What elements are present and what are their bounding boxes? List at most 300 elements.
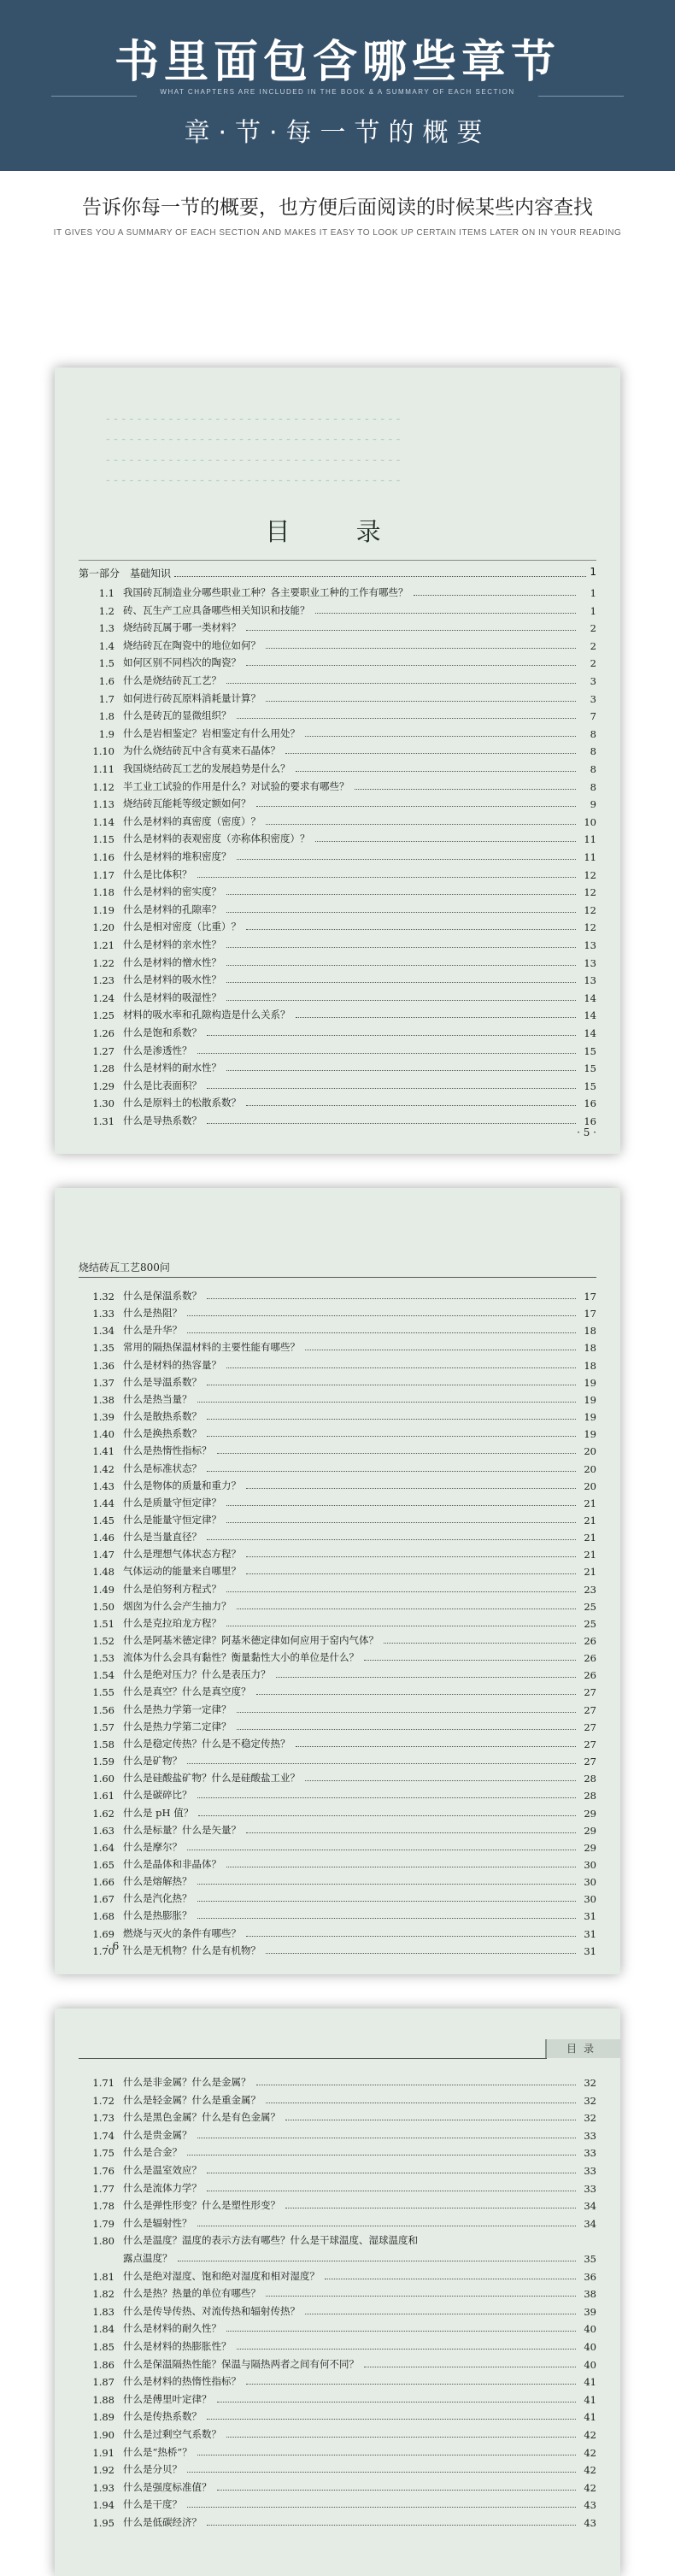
entry-number: 1.64 (92, 1841, 114, 1854)
leader-dots (226, 965, 576, 966)
entry-title: 什么是硅酸盐矿物？什么是硅酸盐工业？ (123, 1772, 300, 1785)
entry-title: 砖、瓦生产工应具备哪些相关知识和技能？ (123, 603, 310, 616)
part-page: 1 (590, 566, 596, 578)
entry-page: 8 (590, 763, 596, 775)
leader-dots (207, 1035, 576, 1036)
entry-page: 20 (584, 1462, 596, 1475)
toc-entry (79, 2128, 596, 2142)
entry-number: 1.76 (92, 2165, 114, 2177)
entry-title: 什么是低碳经济？ (123, 2516, 202, 2528)
toc-page-3-scan (55, 2008, 620, 2576)
toc-entry (79, 1944, 596, 1957)
entry-number: 1.81 (92, 2270, 114, 2283)
entry-number: 1.71 (92, 2077, 114, 2089)
toc-entry (79, 1599, 596, 1613)
entry-page: 2 (590, 639, 596, 652)
leader-dots (305, 736, 576, 737)
entry-number: 1.75 (92, 2147, 114, 2160)
entry-page: 26 (584, 1635, 596, 1647)
entry-number: 1.73 (92, 2112, 114, 2125)
entry-title: 烟囱为什么会产生抽力？ (123, 1599, 232, 1612)
entry-page: 20 (584, 1445, 596, 1458)
running-head: 烧结砖瓦工艺800问 (79, 1262, 170, 1273)
entry-number: 1.92 (92, 2464, 114, 2477)
toc-entry (79, 1026, 596, 1039)
entry-number: 1.82 (92, 2288, 114, 2301)
entry-number: 1.26 (92, 1027, 114, 1039)
leader-dots (315, 841, 577, 842)
entry-number: 1.19 (92, 903, 114, 916)
leader-dots (226, 894, 576, 895)
entry-number: 1.84 (92, 2323, 114, 2336)
toc-entry (79, 638, 596, 652)
leader-dots (207, 2419, 576, 2420)
entry-number: 1.95 (92, 2517, 114, 2529)
leader-dots (414, 595, 577, 596)
entry-title: 什么是分贝？ (123, 2463, 182, 2476)
leader-dots (246, 1573, 576, 1574)
entry-title: 什么是质量守恒定律？ (123, 1496, 221, 1509)
entry-page: 21 (584, 1514, 596, 1526)
entry-number: 1.33 (92, 1308, 114, 1320)
entry-number: 1.46 (92, 1532, 114, 1544)
toc-entry (79, 1079, 596, 1092)
entry-title: 什么是强度标准值？ (123, 2480, 212, 2493)
entry-page: 39 (584, 2305, 596, 2318)
entry-title: 什么是绝对压力？什么是表压力？ (123, 1668, 271, 1681)
toc-entry (79, 1289, 596, 1303)
toc-entry (79, 2110, 596, 2124)
entry-page: 31 (584, 1927, 596, 1940)
show-through-text: - - - - - - - - - - - - - - - - - - - - - - - - - - - - - - - - - - - - - - (106, 432, 401, 446)
entry-page: 25 (584, 1617, 596, 1630)
entry-title: 什么是非金属？什么是金属？ (123, 2076, 251, 2088)
entry-title: 什么是合金？ (123, 2146, 182, 2159)
entry-number: 1.57 (92, 1720, 114, 1733)
entry-title: 什么是材料的堆积密度？ (123, 850, 232, 862)
entry-title: 什么是热力学第一定律？ (123, 1703, 232, 1715)
show-through-text: - - - - - - - - - - - - - - - - - - - - - - - - - - - - - - - - - - - - - - (106, 473, 401, 487)
entry-page: 34 (584, 2200, 596, 2213)
leader-dots (226, 947, 576, 948)
toc-entry (79, 1426, 596, 1440)
entry-page: 19 (584, 1393, 596, 1406)
toc-entry (79, 1650, 596, 1664)
leader-dots (296, 771, 577, 772)
toc-entry (79, 1114, 596, 1127)
toc-entry (79, 1461, 596, 1475)
entry-title: 什么是比表面积？ (123, 1079, 202, 1091)
leader-dots (226, 1070, 576, 1071)
entry-number: 1.49 (92, 1583, 114, 1596)
entry-title: 什么是干度？ (123, 2498, 182, 2511)
toc-entry (79, 2286, 596, 2300)
leader-dots (237, 859, 577, 860)
leader-dots (226, 982, 576, 983)
entry-title: 什么是稳定传热？什么是不稳定传热？ (123, 1737, 291, 1750)
entry-number: 1.22 (92, 956, 114, 969)
entry-page: 18 (584, 1359, 596, 1372)
entry-page: 2 (590, 657, 596, 670)
entry-page: 42 (584, 2464, 596, 2477)
entry-page: 13 (584, 939, 596, 951)
toc-entry (79, 1857, 596, 1871)
entry-page: 43 (584, 2499, 596, 2512)
entry-page: 1 (590, 587, 596, 599)
entry-number: 1.24 (92, 991, 114, 1004)
entry-number: 1.12 (92, 780, 114, 793)
entry-page: 16 (584, 1097, 596, 1110)
banner-divider-right (538, 96, 624, 97)
entry-page: 36 (584, 2270, 596, 2283)
leader-dots (237, 1712, 577, 1713)
entry-page: 40 (584, 2358, 596, 2371)
entry-title: 流体为什么会具有黏性？衡量黏性大小的单位是什么？ (123, 1651, 359, 1664)
toc-entry (79, 2181, 596, 2195)
leader-dots (187, 1763, 576, 1764)
entry-title: 什么是换热系数？ (123, 1427, 202, 1440)
entry-page: 14 (584, 1009, 596, 1022)
entry-title: 什么是原料土的松散系数？ (123, 1097, 241, 1109)
entry-page: 40 (584, 2323, 596, 2336)
leader-dots (266, 648, 576, 649)
entry-title: 什么是能量守恒定律？ (123, 1513, 221, 1526)
entry-page: 33 (584, 2165, 596, 2177)
entry-number: 1.55 (92, 1686, 114, 1699)
toc-entry (79, 2304, 596, 2318)
entry-page: 8 (590, 780, 596, 793)
entry-page: 20 (584, 1479, 596, 1492)
entry-number: 1.21 (92, 939, 114, 951)
entry-title: 什么是 pH 值？ (123, 1806, 194, 1819)
toc-entry (79, 797, 596, 810)
heading-rule (79, 560, 596, 561)
toc-entry (79, 2233, 596, 2247)
toc-entry (79, 2251, 596, 2265)
entry-number: 1.36 (92, 1359, 114, 1372)
toc-entry (79, 1392, 596, 1406)
leader-dots (296, 1017, 577, 1018)
entry-page: 21 (584, 1549, 596, 1561)
entry-number: 1.70 (92, 1944, 114, 1957)
leader-dots (197, 1797, 577, 1798)
entry-title: 什么是绝对湿度、饱和绝对湿度和相对湿度？ (123, 2269, 320, 2282)
show-through-text: - - - - - - - - - - - - - - - - - - - - - - - - - - - - - - - - - - - - - - (106, 453, 401, 467)
toc-entry (79, 938, 596, 951)
entry-title: 什么是砖瓦的显微组织？ (123, 709, 232, 722)
toc-entry (79, 2198, 596, 2212)
entry-number: 1.37 (92, 1376, 114, 1389)
toc-entry (79, 2445, 596, 2459)
toc-entry (79, 1874, 596, 1888)
entry-number: 1.50 (92, 1600, 114, 1613)
leader-dots (187, 1332, 576, 1333)
entry-title: 什么是热膨胀？ (123, 1909, 192, 1922)
toc-entry (79, 2480, 596, 2494)
entry-number: 1.60 (92, 1773, 114, 1785)
toc-entry (79, 620, 596, 634)
entry-number: 1.2 (98, 604, 114, 617)
entry-page: 30 (584, 1858, 596, 1871)
leader-dots (198, 1815, 576, 1816)
entry-number: 1.1 (98, 587, 114, 599)
entry-page: 18 (584, 1342, 596, 1355)
entry-title: 什么是热当量？ (123, 1392, 192, 1405)
entry-page: 26 (584, 1669, 596, 1682)
toc-entry (79, 2462, 596, 2476)
entry-page: 12 (584, 903, 596, 916)
entry-page: 23 (584, 1583, 596, 1596)
entry-title: 露点温度？ (123, 2252, 173, 2264)
toc-entry (79, 903, 596, 916)
toc-entry (79, 779, 596, 793)
entry-title: 什么是温度？温度的表示方法有哪些？什么是干球温度、湿球温度和 (123, 2234, 418, 2247)
leader-dots (217, 1453, 577, 1454)
toc-entry (79, 1323, 596, 1337)
entry-title: 什么是傅里叶定律？ (123, 2392, 212, 2405)
entry-page: 11 (584, 851, 596, 863)
entry-title: 什么是饱和系数？ (123, 1026, 202, 1038)
leader-dots (207, 1471, 576, 1472)
entry-number: 1.88 (92, 2393, 114, 2406)
entry-number: 1.43 (92, 1479, 114, 1492)
leader-dots (226, 2437, 576, 2438)
entry-title: 什么是材料的吸水性？ (123, 973, 221, 986)
toc-entry (79, 1530, 596, 1544)
entry-page: 43 (584, 2517, 596, 2529)
leader-dots (197, 1053, 577, 1054)
entry-number: 1.80 (92, 2235, 114, 2248)
entry-title: 什么是标准状态？ (123, 1461, 202, 1474)
leader-dots (246, 1105, 576, 1106)
entry-number: 1.7 (98, 692, 114, 705)
show-through-text: - - - - - - - - - - - - - - - - - - - - - - - - - - - - - - - - - - - - - - (106, 412, 401, 426)
entry-number: 1.77 (92, 2182, 114, 2195)
entry-title: 什么是标量？什么是矢量？ (123, 1823, 241, 1836)
entry-page: 9 (590, 798, 596, 811)
entry-number: 1.83 (92, 2305, 114, 2318)
leader-dots (246, 665, 576, 666)
entry-page: 28 (584, 1790, 596, 1803)
leader-dots (207, 1436, 576, 1437)
entry-title: 我国砖瓦制造业分哪些职业工种？各主要职业工种的工作有哪些？ (123, 586, 408, 598)
entry-page: 29 (584, 1841, 596, 1854)
entry-number: 1.39 (92, 1411, 114, 1424)
entry-title: 什么是轻金属？什么是重金属？ (123, 2093, 261, 2106)
toc-entry (79, 585, 596, 599)
leader-dots (207, 1123, 576, 1124)
leader-dots (197, 1918, 577, 1919)
entry-page: 40 (584, 2341, 596, 2353)
toc-entry (79, 2374, 596, 2388)
entry-page: 30 (584, 1876, 596, 1889)
leader-dots (266, 2296, 576, 2297)
toc-entry (79, 2392, 596, 2406)
part-heading (79, 566, 596, 580)
leader-dots (226, 912, 576, 913)
entry-title: 什么是热力学第二定律？ (123, 1720, 232, 1732)
entry-title: 什么是过剩空气系数？ (123, 2428, 221, 2440)
entry-number: 1.90 (92, 2429, 114, 2441)
entry-page: 27 (584, 1720, 596, 1733)
entry-page: 12 (584, 921, 596, 934)
leader-dots (266, 824, 576, 825)
entry-number: 1.8 (98, 710, 114, 723)
entry-title: 什么是物体的质量和重力？ (123, 1479, 241, 1491)
leader-dots (296, 1746, 577, 1747)
entry-title: 什么是比体积？ (123, 867, 192, 880)
entry-number: 1.38 (92, 1393, 114, 1406)
leader-dots (187, 2472, 576, 2473)
toc-entry (79, 2269, 596, 2283)
toc-entry (79, 726, 596, 740)
entry-title: 什么是散热系数？ (123, 1410, 202, 1423)
entry-title: 常用的隔热保温材料的主要性能有哪些？ (123, 1341, 300, 1354)
entry-number: 1.4 (98, 639, 114, 652)
leader-dots (187, 2507, 576, 2508)
entry-title: 什么是岩相鉴定？岩相鉴定有什么用处？ (123, 726, 300, 739)
entry-page: 17 (584, 1291, 596, 1303)
entry-page: 8 (590, 745, 596, 758)
entry-page: 17 (584, 1308, 596, 1320)
toc-entry (79, 1754, 596, 1767)
entry-number: 1.72 (92, 2094, 114, 2107)
entry-title: 如何进行砖瓦原料消耗量计算？ (123, 691, 261, 704)
entry-page: 14 (584, 991, 596, 1004)
entry-title: 什么是弹性形变？什么是塑性形变？ (123, 2199, 280, 2212)
entry-page: 10 (584, 815, 596, 828)
toc-entry (79, 973, 596, 986)
entry-page: 32 (584, 2112, 596, 2125)
leader-dots (226, 1522, 576, 1523)
toc-entry (79, 1908, 596, 1922)
entry-number: 1.78 (92, 2200, 114, 2213)
toc-entry (79, 691, 596, 705)
entry-page: 19 (584, 1376, 596, 1389)
leader-dots (246, 1488, 576, 1489)
toc-entry (79, 1788, 596, 1802)
entry-title: 什么是热阻？ (123, 1307, 182, 1320)
toc-entry (79, 815, 596, 828)
leader-dots (226, 1367, 576, 1368)
toc-entry (79, 1096, 596, 1109)
entry-number: 1.63 (92, 1824, 114, 1837)
entry-page: 13 (584, 974, 596, 987)
entry-title: 什么是材料的表观密度（亦称体积密度）？ (123, 832, 310, 845)
entry-title: 什么是伯努利方程式？ (123, 1582, 221, 1595)
toc-entry (79, 1891, 596, 1905)
toc-entry (79, 956, 596, 969)
toc-entry (79, 1737, 596, 1750)
entry-page: 8 (590, 727, 596, 740)
leader-dots (256, 1694, 577, 1695)
entry-number: 1.10 (92, 745, 114, 758)
entry-title: 什么是温室效应？ (123, 2164, 202, 2176)
leader-dots (364, 1660, 576, 1661)
toc-entry (79, 603, 596, 617)
entry-number: 1.86 (92, 2358, 114, 2371)
toc-entry (79, 1926, 596, 1940)
banner-subtitle-en: WHAT CHAPTERS ARE INCLUDED IN THE BOOK & A SUMMARY OF EACH SECTION (160, 88, 515, 96)
toc-entry (79, 1685, 596, 1698)
leader-dots (305, 1780, 576, 1781)
toc-entry (79, 2409, 596, 2423)
leader-dots (226, 683, 576, 684)
entry-title: 什么是碳碎比？ (123, 1789, 192, 1802)
entry-number: 1.16 (92, 851, 114, 863)
entry-number: 1.31 (92, 1115, 114, 1127)
leader-dots (246, 1832, 576, 1833)
toc-entry (79, 2427, 596, 2441)
entry-title: 气体运动的能量来自哪里？ (123, 1565, 241, 1578)
leader-dots (226, 1591, 576, 1592)
entry-number: 1.87 (92, 2376, 114, 2389)
leader-dots (237, 1729, 577, 1730)
entry-title: 什么是流体力学？ (123, 2181, 202, 2194)
leader-dots (276, 1677, 577, 1678)
leader-dots (285, 753, 576, 754)
toc-entry (79, 656, 596, 669)
entry-title: 什么是材料的孔隙率？ (123, 903, 221, 915)
page-number: · 5 · (577, 1126, 596, 1138)
entry-title: 为什么烧结砖瓦中含有莫来石晶体？ (123, 744, 280, 757)
entry-page: 2 (590, 622, 596, 635)
entry-page: 25 (584, 1600, 596, 1613)
entry-number: 1.53 (92, 1652, 114, 1665)
entry-page: 30 (584, 1893, 596, 1906)
entry-page: 27 (584, 1756, 596, 1768)
running-head-rule (79, 2058, 547, 2059)
entry-title: 我国烧结砖瓦工艺的发展趋势是什么？ (123, 762, 291, 774)
toc-entry (79, 2357, 596, 2371)
entry-page: 1 (590, 604, 596, 617)
entry-page: 33 (584, 2182, 596, 2195)
entry-number: 1.30 (92, 1097, 114, 1110)
entry-title: 烧结砖瓦属于哪一类材料？ (123, 621, 241, 634)
entry-page: 41 (584, 2376, 596, 2389)
entry-number: 1.91 (92, 2446, 114, 2459)
leader-dots (266, 701, 576, 702)
leader-dots (207, 2525, 576, 2526)
entry-title: 什么是热？热量的单位有哪些？ (123, 2287, 261, 2300)
toc-page-2-scan (55, 1188, 620, 1974)
entry-number: 1.42 (92, 1462, 114, 1475)
entry-number: 1.3 (98, 622, 114, 635)
entry-page: 31 (584, 1944, 596, 1957)
entry-page: 29 (584, 1807, 596, 1820)
toc-entry (79, 1444, 596, 1457)
entry-title: 什么是当量直径？ (123, 1531, 202, 1544)
entry-title: 什么是传热系数？ (123, 2410, 202, 2423)
leader-dots (246, 2384, 576, 2385)
entry-page: 27 (584, 1738, 596, 1750)
entry-page: 42 (584, 2446, 596, 2459)
toc-entry (79, 1375, 596, 1389)
leader-dots (266, 1953, 576, 1954)
leader-dots (207, 1419, 576, 1420)
entry-page: 28 (584, 1773, 596, 1785)
toc-entry (79, 1008, 596, 1021)
entry-title: 什么是升华？ (123, 1324, 182, 1337)
banner-subtitle: 章·节·每一节的概要 (184, 118, 491, 148)
entry-title: 什么是贵金属？ (123, 2128, 192, 2141)
tagline: 告诉你每一节的概要，也方便后面阅读的时候某些内容查找 (82, 197, 593, 219)
part-label: 第一部分 基础知识 (79, 568, 172, 579)
entry-page: 33 (584, 2147, 596, 2160)
leader-dots (226, 1000, 576, 1001)
entry-number: 1.93 (92, 2481, 114, 2494)
toc-entry (79, 920, 596, 933)
